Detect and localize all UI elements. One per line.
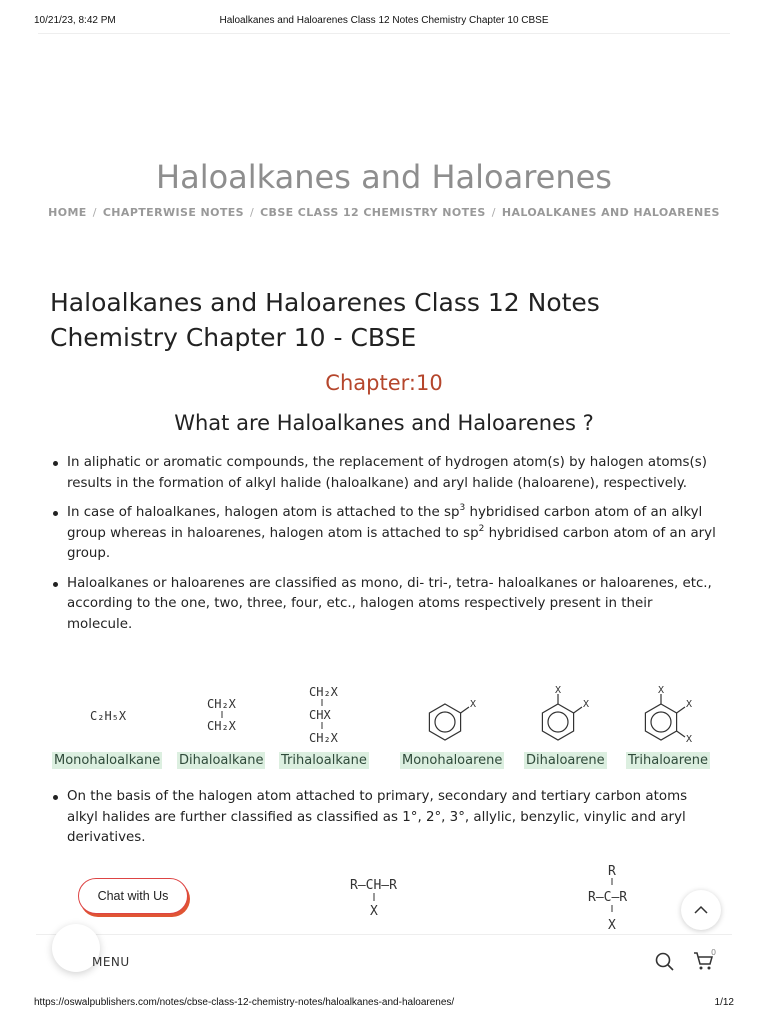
scroll-to-top-button[interactable] [681, 890, 721, 930]
menu-label[interactable]: MENU [92, 955, 130, 969]
list-item: On the basis of the halogen atom attached to primary, secondary and tertiary carbon atoms alkyl halides are further classified as classified as 1°, 2°, 3°, allylic, benzylic, vinylic and aryl derivatives. [50, 787, 720, 849]
figure-label: Trihaloarene [628, 753, 709, 768]
x-sub: X [686, 734, 693, 745]
chevron-up-icon [681, 890, 721, 930]
article-title: Haloalkanes and Haloarenes Class 12 Notes Chemistry Chapter 10 - CBSE [50, 288, 600, 352]
benzene-ring-icon [429, 704, 469, 740]
benzene-ring-icon [542, 694, 582, 740]
chat-button[interactable]: Chat with Us [78, 878, 188, 914]
print-page-number: 1/12 [714, 997, 734, 1008]
breadcrumb-home[interactable]: HOME [48, 206, 87, 219]
x-sub: X [658, 685, 665, 696]
benzene-ring-icon [645, 694, 685, 740]
list-item: In aliphatic or aromatic compounds, the replacement of hydrogen atom(s) by halogen atoms(s) results in the formation of alkyl halide (haloalkane) and aryl halide (haloarene), respectively. [50, 453, 720, 494]
breadcrumb-chapterwise-notes[interactable]: CHAPTERWISE NOTES [102, 206, 244, 219]
list-item: In case of haloalkanes, halogen atom is attached to the $sp^3$ hybridised carbon atom of an alkyl group whereas in haloarenes, halogen atom is attached to $sp^2$ hybridised carbon atom of an aryl group. [50, 503, 720, 565]
print-url: https://oswalpublishers.com/notes/cbse-class-12-chemistry-notes/haloalkanes-and-haloarenes/ [34, 997, 455, 1008]
print-doc-title: Haloalkanes and Haloarenes Class 12 Notes Chemistry Chapter 10 CBSE [219, 15, 549, 26]
ch2x-1: CH₂X [309, 685, 338, 699]
mono-formula: C₂H₅X [90, 709, 127, 723]
figure-label: Trihaloalkane [281, 753, 367, 768]
print-datetime: 10/21/23, 8:42 PM [34, 15, 116, 26]
bullet-list [50, 453, 720, 644]
cart-count-badge: 0 [711, 948, 717, 957]
secondary-formula: R—CH—R [350, 878, 397, 893]
classification-figure [50, 680, 720, 770]
chx-2: CHX [309, 708, 331, 722]
search-icon[interactable] [655, 952, 675, 972]
chapter-label: Chapter:10 [325, 371, 443, 395]
structures-drawing [50, 680, 720, 752]
list-item: Haloalkanes or haloarenes are classified as mono, di- tri-, tetra- haloalkanes or haloarenes, etc., according to the one, two, three, four, etc., halogen atoms respectively present in their molecule. [50, 574, 720, 636]
degree-structures-drawing [340, 855, 660, 935]
x-sub: X [608, 918, 616, 933]
ch2x-top: CH₂X [207, 697, 236, 711]
bullet-list [50, 787, 720, 858]
tertiary-formula: R—C—R [588, 890, 628, 905]
figure-label: Monohaloalkane [54, 753, 161, 768]
r-sub: R [608, 864, 616, 879]
ch2x-3: CH₂X [309, 731, 338, 745]
header-divider [38, 33, 730, 34]
figure-label: Dihaloarene [526, 753, 605, 768]
breadcrumb-current: HALOALKANES AND HALOARENES [501, 206, 720, 219]
x-sub: X [370, 904, 378, 919]
bottom-nav-bar [36, 934, 732, 991]
breadcrumb-separator: / [249, 206, 255, 219]
section-heading: What are Haloalkanes and Haloarenes ? [174, 411, 594, 435]
page-title: Haloalkanes and Haloarenes [156, 158, 612, 196]
breadcrumb-separator: / [92, 206, 97, 219]
breadcrumb-separator: / [491, 206, 496, 219]
x-sub: X [470, 699, 477, 710]
breadcrumb [0, 206, 768, 219]
ch2x-bottom: CH₂X [207, 719, 236, 733]
x-sub: X [555, 685, 562, 696]
x-sub: X [686, 699, 693, 710]
figure-label: Dihaloalkane [179, 753, 264, 768]
x-sub: X [583, 699, 590, 710]
figure-label: Monohaloarene [402, 753, 503, 768]
breadcrumb-cbse-chemistry-notes[interactable]: CBSE CLASS 12 CHEMISTRY NOTES [260, 206, 486, 219]
